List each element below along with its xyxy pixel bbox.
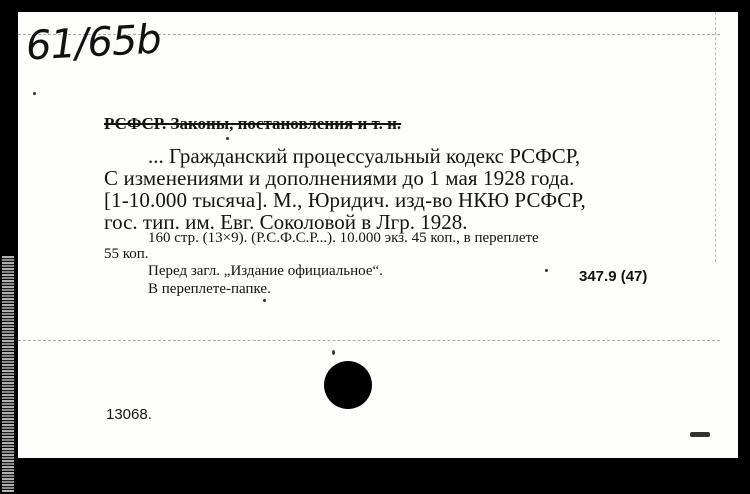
collation-line: 160 стр. (13×9). (Р.С.Ф.С.Р...). 10.000 экз. 45 коп., в переплете [148, 230, 539, 246]
imprint-line: [1-10.000 тысяча]. М., Юридич. изд-во НКЮ РСФСР, [104, 188, 586, 212]
printer-line: гос. тип. им. Евг. Соколовой в Лгр. 1928. [104, 210, 468, 234]
ink-speck [545, 269, 548, 272]
classification-number: 347.9 (47) [579, 268, 648, 285]
ink-speck [332, 350, 335, 355]
ink-speck [263, 299, 266, 302]
card-number: 13068. [106, 406, 152, 423]
price-line: 55 коп. [104, 246, 149, 262]
ink-speck [226, 137, 229, 140]
title-line-2: С изменениями и дополнениями до 1 мая 1928 года. [104, 166, 575, 190]
handwritten-shelf-number: 61/65b [24, 16, 162, 70]
binding-note-line: В переплете-папке. [148, 281, 271, 297]
ink-smudge [690, 432, 710, 437]
struck-heading: РСФСР. Законы, постановления и т. н. [104, 114, 402, 133]
title-line-1: ... Гражданский процессуальный кодекс РСФСР, [148, 144, 581, 168]
card-edge-shadow [2, 256, 14, 492]
lower-guide-line [18, 340, 720, 341]
punch-hole [324, 361, 372, 409]
right-guide-line [715, 12, 716, 262]
ink-speck [33, 92, 36, 95]
note-line: Перед загл. „Издание официальное“. [148, 263, 383, 279]
